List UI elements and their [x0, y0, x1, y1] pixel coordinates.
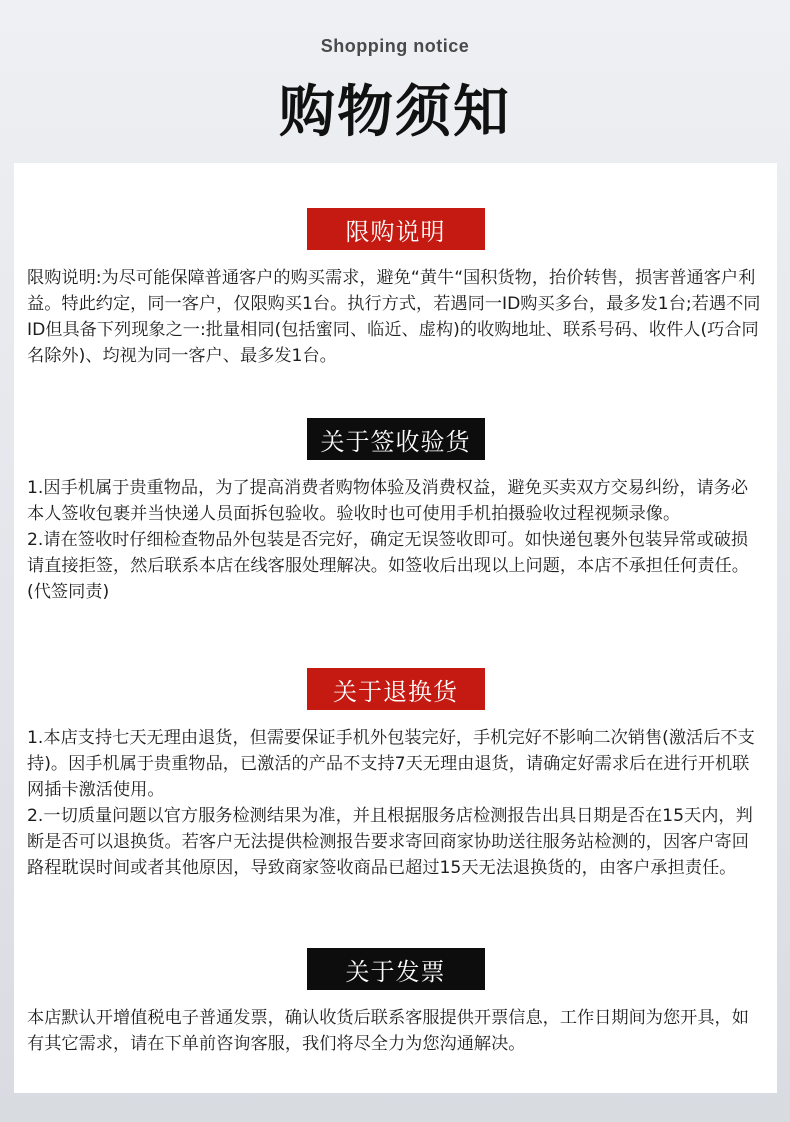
- section-body-invoice: [14, 1005, 777, 1057]
- page-subtitle: Shopping notice: [320, 36, 470, 56]
- section-heading-purchase-limit: 限购说明: [307, 208, 485, 250]
- paragraph: 限购说明:为尽可能保障普通客户的购买需求，避免“黄牛“国积货物，抬价转售，损害普通客户利益。特此约定，同一客户，仅限购买1台。执行方式，若遇同一ID购买多台，最多发1台;若遇不同ID但具备下列现象之一:批量相同(包括蜜同、临近、虚构)的收购地址、联系号码、收件人(巧合同名除外)、均视为同一客户、最多发1台。: [27, 268, 761, 366]
- paragraph: 1.本店支持七天无理由退货，但需要保证手机外包装完好，手机完好不影响二次销售(激活后不支持)。因手机属于贵重物品，已激活的产品不支持7天无理由退货，请确定好需求后在进行开机联网插卡激活使用。: [27, 728, 755, 800]
- paragraph: 2.请在签收时仔细检查物品外包装是否完好，确定无误签收即可。如快递包裹外包装异常或破损请直接拒签，然后联系本店在线客服处理解决。如签收后出现以上问题，本店不承担任何责任。(代签同责): [27, 530, 749, 602]
- paragraph: 本店默认开增值税电子普通发票，确认收货后联系客服提供开票信息，工作日期间为您开具，如有其它需求，请在下单前咨询客服，我们将尽全力为您沟通解决。: [27, 1008, 749, 1054]
- section-returns: [14, 668, 777, 881]
- section-body-receipt-inspection: [14, 475, 777, 605]
- notice-card: [14, 163, 777, 1093]
- section-heading-receipt-inspection: 关于签收验货: [307, 418, 485, 460]
- paragraph: 2.一切质量问题以官方服务检测结果为准，并且根据服务店检测报告出具日期是否在15天内，判断是否可以退换货。若客户无法提供检测报告要求寄回商家协助送往服务站检测的，因客户寄回路程耽误时间或者其他原因，导致商家签收商品已超过15天无法退换货的，由客户承担责任。: [27, 806, 753, 878]
- section-heading-invoice: 关于发票: [307, 948, 485, 990]
- paragraph: 1.因手机属于贵重物品，为了提高消费者购物体验及消费权益，避免买卖双方交易纠纷，请务必本人签收包裹并当快递人员面拆包验收。验收时也可使用手机拍摄验收过程视频录像。: [27, 478, 749, 524]
- section-heading-returns: 关于退换货: [307, 668, 485, 710]
- section-receipt-inspection: [14, 418, 777, 605]
- section-purchase-limit: [14, 208, 777, 369]
- page-title: 购物须知: [279, 80, 511, 145]
- section-invoice: [14, 948, 777, 1057]
- section-body-purchase-limit: [14, 265, 777, 369]
- section-body-returns: [14, 725, 777, 881]
